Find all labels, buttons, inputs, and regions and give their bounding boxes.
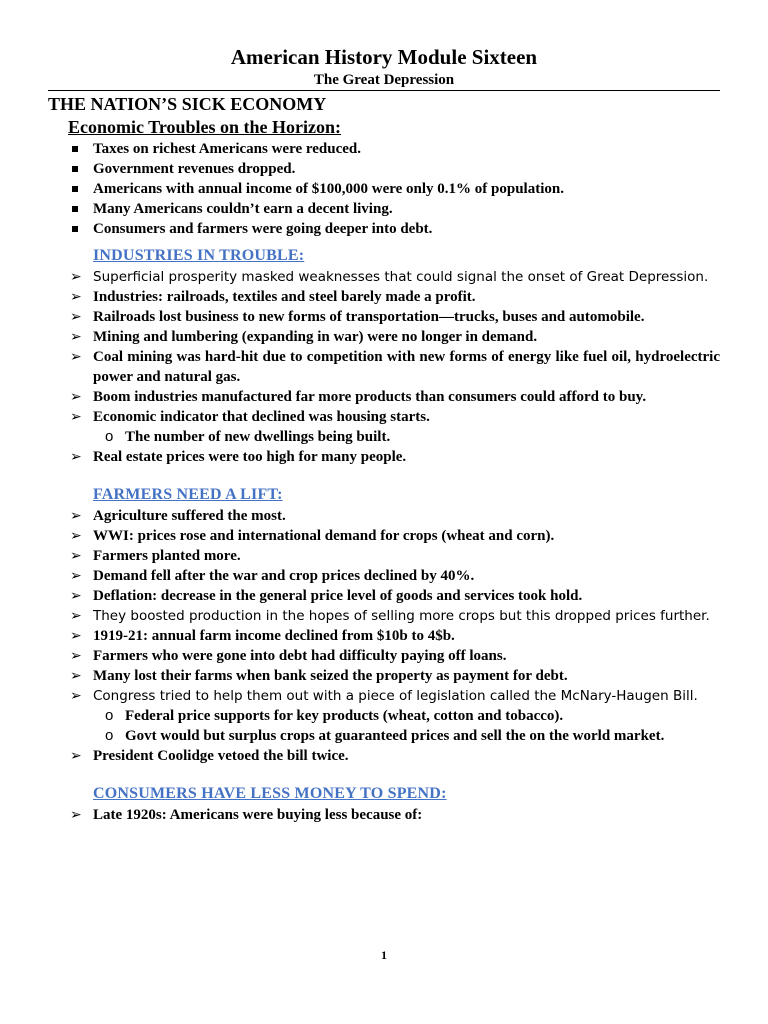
list-item: ➢ Railroads lost business to new forms of transportation—trucks, buses and automobile.	[70, 309, 645, 325]
page-number: 1	[381, 948, 387, 962]
circle-bullet-icon: o	[105, 707, 114, 724]
industries-sub-list	[48, 427, 720, 447]
list-item: ➢ Many lost their farms when bank seized the property as payment for debt.	[70, 668, 568, 684]
arrow-bullet-icon: ➢	[70, 449, 82, 465]
arrow-bullet-icon: ➢	[70, 588, 82, 604]
economic-troubles-list	[48, 139, 720, 239]
subsection-title: Economic Troubles on the Horizon:	[68, 117, 342, 137]
arrow-bullet-icon: ➢	[70, 309, 82, 325]
arrow-bullet-icon: ➢	[70, 668, 82, 684]
consumers-heading: CONSUMERS HAVE LESS MONEY TO SPEND:	[93, 785, 447, 802]
arrow-bullet-icon: ➢	[70, 548, 82, 564]
document-page	[48, 44, 720, 825]
list-item: ➢ Coal mining was hard-hit due to competition with new forms of energy like fuel oil, hydroelectric power and natural gas.	[70, 349, 720, 385]
list-item: Government revenues dropped.	[48, 159, 720, 179]
square-bullet-icon	[72, 186, 78, 192]
list-item: Many Americans couldn’t earn a decent living.	[48, 199, 720, 219]
list-item: ➢ Agriculture suffered the most.	[70, 508, 286, 524]
arrow-bullet-icon: ➢	[70, 628, 82, 644]
industries-list	[48, 267, 720, 427]
arrow-bullet-icon: ➢	[70, 568, 82, 584]
industries-heading: INDUSTRIES IN TROUBLE:	[93, 247, 305, 264]
arrow-bullet-icon: ➢	[70, 688, 82, 704]
list-item: ➢ WWI: prices rose and international demand for crops (wheat and corn).	[70, 528, 555, 544]
arrow-bullet-icon: ➢	[70, 289, 82, 305]
list-item: ➢ Farmers planted more.	[70, 548, 241, 564]
list-item: ➢ Boom industries manufactured far more products than consumers could afford to buy.	[70, 389, 647, 405]
consumers-list	[48, 805, 720, 825]
farmers-heading: FARMERS NEED A LIFT:	[93, 486, 283, 503]
arrow-bullet-icon: ➢	[70, 389, 82, 405]
industries-list-end	[48, 447, 720, 467]
list-item: Taxes on richest Americans were reduced.	[48, 139, 720, 159]
list-item: Consumers and farmers were going deeper into debt.	[48, 219, 720, 239]
arrow-bullet-icon: ➢	[70, 349, 82, 365]
list-item: ➢ Late 1920s: Americans were buying less because of:	[70, 807, 423, 823]
farmers-sub-list	[48, 706, 720, 746]
list-item: ➢ Congress tried to help them out with a piece of legislation called the McNary-Haugen Bill.	[70, 688, 698, 704]
square-bullet-icon	[72, 226, 78, 232]
arrow-bullet-icon: ➢	[70, 748, 82, 764]
arrow-bullet-icon: ➢	[70, 269, 82, 285]
list-item: ➢ Deflation: decrease in the general price level of goods and services took hold.	[70, 588, 583, 604]
arrow-bullet-icon: ➢	[70, 528, 82, 544]
list-item: ➢ Economic indicator that declined was housing starts.	[70, 409, 430, 425]
list-item: Americans with annual income of $100,000 were only 0.1% of population.	[48, 179, 720, 199]
square-bullet-icon	[72, 206, 78, 212]
square-bullet-icon	[72, 166, 78, 172]
list-item: o The number of new dwellings being built.	[105, 428, 391, 445]
list-item: ➢ Farmers who were gone into debt had difficulty paying off loans.	[70, 648, 507, 664]
title-rule	[48, 90, 720, 91]
arrow-bullet-icon: ➢	[70, 508, 82, 524]
arrow-bullet-icon: ➢	[70, 608, 82, 624]
arrow-bullet-icon: ➢	[70, 807, 82, 823]
farmers-list	[48, 506, 720, 706]
list-item: o Govt would but surplus crops at guaranteed prices and sell the on the world market.	[105, 727, 665, 744]
list-item: o Federal price supports for key products (wheat, cotton and tobacco).	[105, 707, 564, 724]
section-title: THE NATION’S SICK ECONOMY	[48, 94, 327, 114]
document-title: American History Module Sixteen	[230, 45, 538, 69]
list-item: ➢ Mining and lumbering (expanding in war) were no longer in demand.	[70, 329, 538, 345]
list-item: ➢ Industries: railroads, textiles and steel barely made a profit.	[70, 289, 476, 305]
square-bullet-icon	[72, 146, 78, 152]
list-item: ➢ They boosted production in the hopes of selling more crops but this dropped prices further.	[70, 608, 710, 624]
list-item: ➢ Demand fell after the war and crop prices declined by 40%.	[70, 568, 475, 584]
list-item: ➢ Superficial prosperity masked weaknesses that could signal the onset of Great Depression.	[70, 269, 709, 285]
list-item: ➢ 1919-21: annual farm income declined from $10b to 4$b.	[70, 628, 455, 644]
arrow-bullet-icon: ➢	[70, 409, 82, 425]
arrow-bullet-icon: ➢	[70, 648, 82, 664]
circle-bullet-icon: o	[105, 428, 114, 445]
circle-bullet-icon: o	[105, 727, 114, 744]
document-subtitle: The Great Depression	[313, 72, 455, 88]
list-item: ➢ President Coolidge vetoed the bill twice.	[70, 748, 349, 764]
list-item: ➢ Real estate prices were too high for many people.	[70, 449, 407, 465]
farmers-list-end	[48, 746, 720, 766]
arrow-bullet-icon: ➢	[70, 329, 82, 345]
